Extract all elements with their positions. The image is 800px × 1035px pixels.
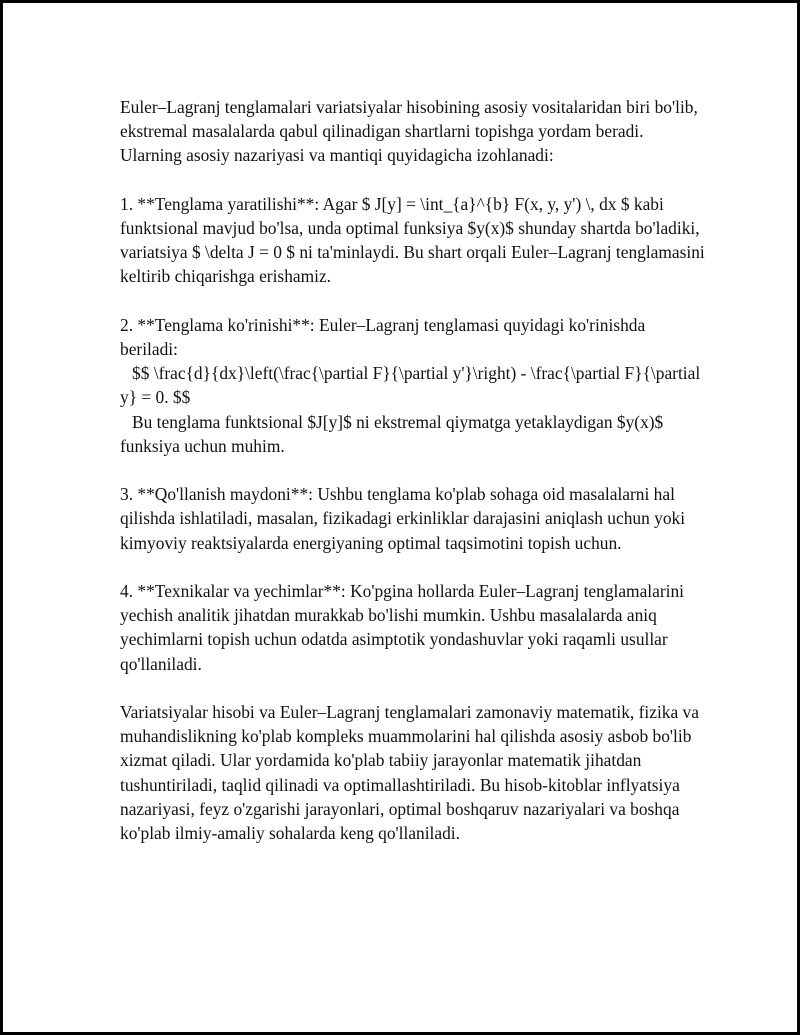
list-item-4: 4. **Texnikalar va yechimlar**: Ko'pgina hollarda Euler–Lagranj tenglamalarini yechish analitik jihatdan murakkab bo'lishi mumkin. Ushbu masalalarda aniq yechimlarni topish uchun odatda asimptotik yondashuvlar yoki raqamli usullar qo'llaniladi. — [120, 581, 689, 674]
conclusion-paragraph: Variatsiyalar hisobi va Euler–Lagranj tenglamalari zamonaviy matematik, fizika va muhandislikning ko'plab kompleks muammolarini hal qilishda asosiy asbob bo'lib xizmat qiladi. Ular yordamida ko'plab tabiiy jarayonlar matematik jihatdan tushuntiriladi, taqlid qilinadi va optimallashtiriladi. Bu hisob-kitoblar inflyatsiya nazariyasi, feyz o'zgarishi jarayonlari, optimal boshqaruv nazariyalari va boshqa ko'plab ilmiy-amaliy sohalarda keng qo'llaniladi. — [120, 702, 704, 844]
intro-paragraph: Euler–Lagranj tenglamalari variatsiyalar hisobining asosiy vositalaridan biri bo'lib, ekstremal masalalarda qabul qilinadigan shartlarni topishga yordam beradi. Ularning asosiy nazariyasi va mantiqi quyidagicha izohlanadi: — [120, 97, 703, 166]
list-item-2 — [120, 313, 705, 458]
document-body — [120, 95, 710, 869]
list-item-1: 1. **Tenglama yaratilishi**: Agar $ J[y] = \int_{a}^{b} F(x, y, y') \, dx $ kabi funktsional mavjud bo'lsa, unda optimal funksiya $y(x)$ shunday shartda bo'ladiki, variatsiya $ \delta J = 0 $ ni ta'minlaydi. Bu shart orqali Euler–Lagranj tenglamasini keltirib chiqarishga erishamiz. — [120, 193, 710, 287]
display-formula: $$ \frac{d}{dx}\left(\frac{\partial F}{\partial y'}\right) - \frac{\partial F}{\partial y} = 0. $$ — [120, 363, 705, 408]
list-item-3: 3. **Qo'llanish maydoni**: Ushbu tenglama ko'plab sohaga oid masalalarni hal qilishda ishlatiladi, masalan, fizikadagi erkinliklar darajasini aniqlash uchun yoki kimyoviy reaktsiyalarda energiyaning optimal taqsimotini topish uchun. — [120, 484, 690, 553]
list-item-2-text: 2. **Tenglama ko'rinishi**: Euler–Lagranj tenglamasi quyidagi ko'rinishda beriladi: — [120, 314, 650, 359]
formula-note: Bu tenglama funktsional $J[y]$ ni ekstremal qiymatga yetaklaydigan $y(x)$ funksiya uchun muhim. — [120, 411, 668, 456]
